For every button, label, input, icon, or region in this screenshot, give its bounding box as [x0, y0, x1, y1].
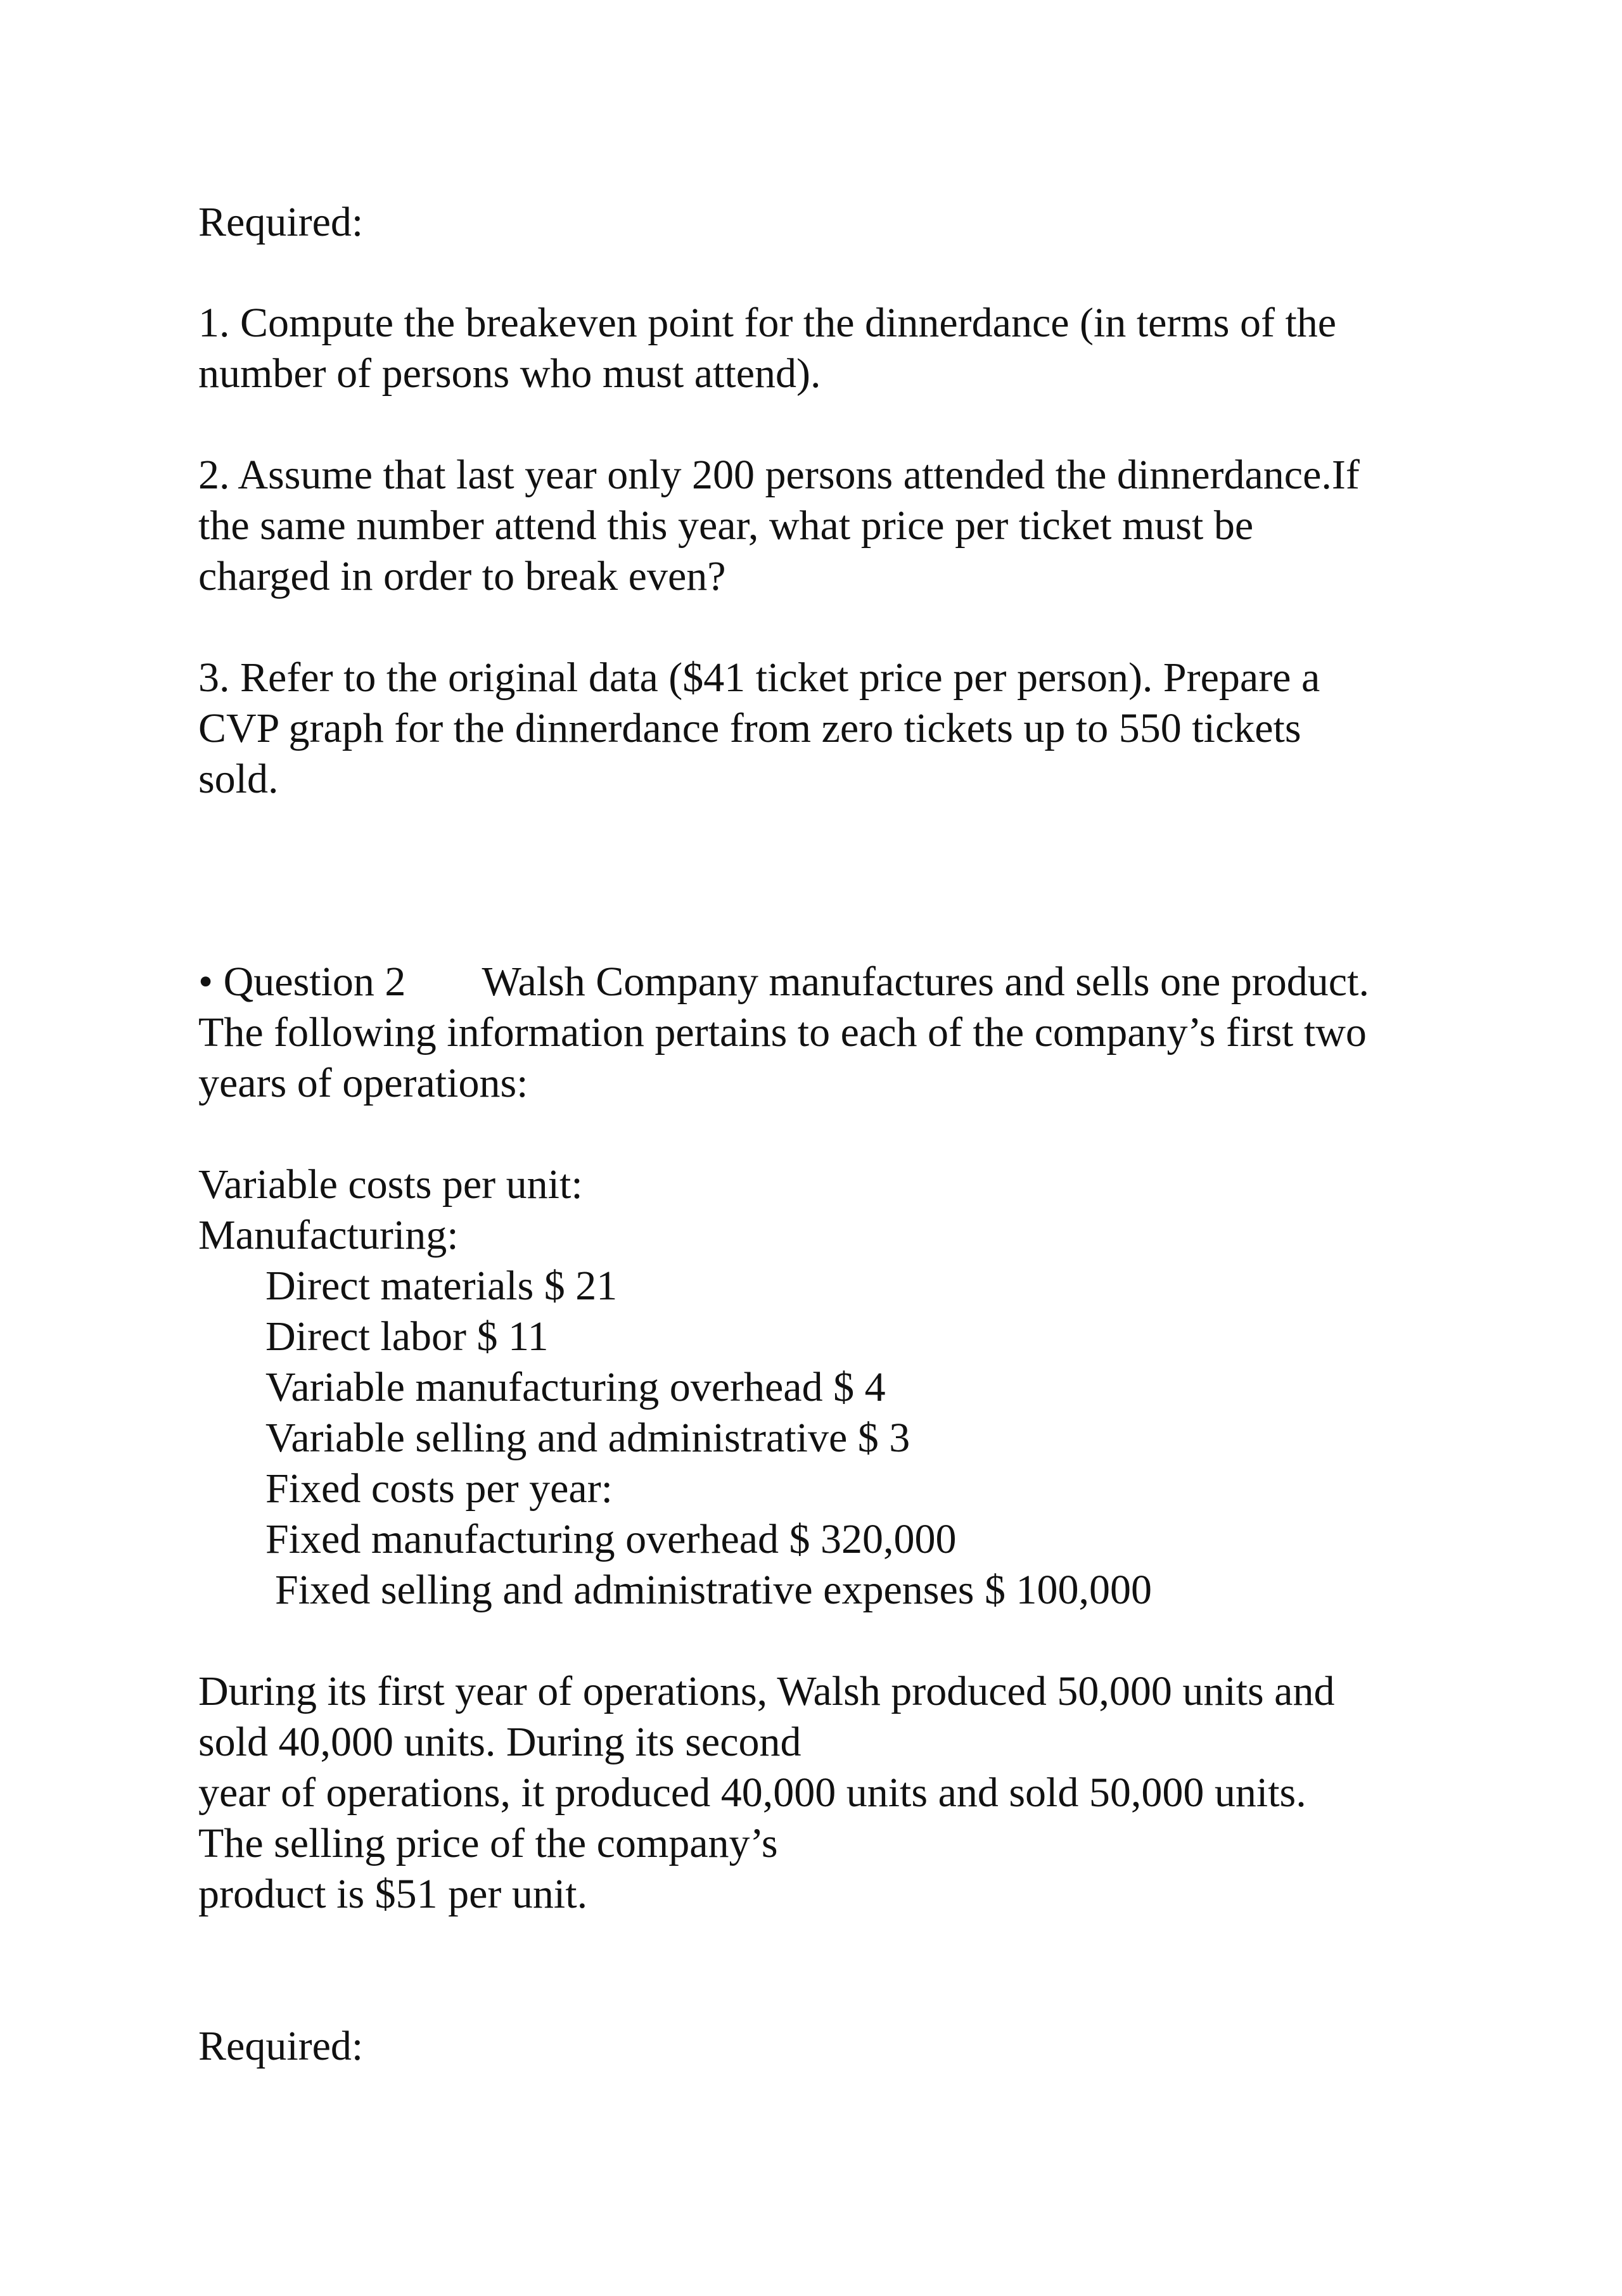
operations-line-1: During its first year of operations, Walsh produced 50,000 units and [198, 1668, 1335, 1714]
variable-costs-heading: Variable costs per unit: [198, 1161, 583, 1208]
cost-item-variable-mfg-overhead: Variable manufacturing overhead $ 4 [265, 1364, 886, 1410]
required-heading-2: Required: [198, 2023, 364, 2069]
question-2-heading [198, 957, 1369, 1007]
q1-line-1: 1. Compute the breakeven point for the dinnerdance (in terms of the [198, 300, 1337, 346]
required-heading-1: Required: [198, 199, 364, 245]
q2-line-3: charged in order to break even? [198, 553, 726, 599]
cost-item-fixed-mfg-overhead: Fixed manufacturing overhead $ 320,000 [265, 1516, 957, 1562]
question-2-label: Question 2 [223, 959, 406, 1005]
fixed-costs-heading: Fixed costs per year: [265, 1465, 613, 1512]
operations-line-2: sold 40,000 units. During its second [198, 1719, 801, 1765]
question-2-intro-line-3: years of operations: [198, 1060, 528, 1106]
question-2-intro-line-2: The following information pertains to each of the company’s first two [198, 1009, 1367, 1056]
operations-line-3: year of operations, it produced 40,000 units and sold 50,000 units. [198, 1770, 1306, 1816]
cost-item-direct-labor: Direct labor $ 11 [265, 1313, 549, 1360]
manufacturing-heading: Manufacturing: [198, 1212, 459, 1258]
operations-line-4: The selling price of the company’s [198, 1820, 778, 1866]
cost-item-variable-selling-admin: Variable selling and administrative $ 3 [265, 1415, 910, 1461]
q3-line-2: CVP graph for the dinnerdance from zero tickets up to 550 tickets [198, 705, 1301, 751]
q1-line-2: number of persons who must attend). [198, 350, 821, 397]
cost-item-fixed-selling-admin: Fixed selling and administrative expenses $ 100,000 [275, 1567, 1152, 1613]
cost-item-direct-materials: Direct materials $ 21 [265, 1263, 618, 1309]
q2-line-2: the same number attend this year, what price per ticket must be [198, 502, 1254, 549]
operations-line-5: product is $51 per unit. [198, 1871, 588, 1917]
question-2-intro-line-1: Walsh Company manufactures and sells one product. [482, 959, 1369, 1005]
bullet-marker: • [198, 959, 214, 1005]
q3-line-1: 3. Refer to the original data ($41 ticket price per person). Prepare a [198, 654, 1320, 701]
q2-line-1: 2. Assume that last year only 200 persons attended the dinnerdance.If [198, 452, 1360, 498]
q3-line-3: sold. [198, 756, 279, 802]
